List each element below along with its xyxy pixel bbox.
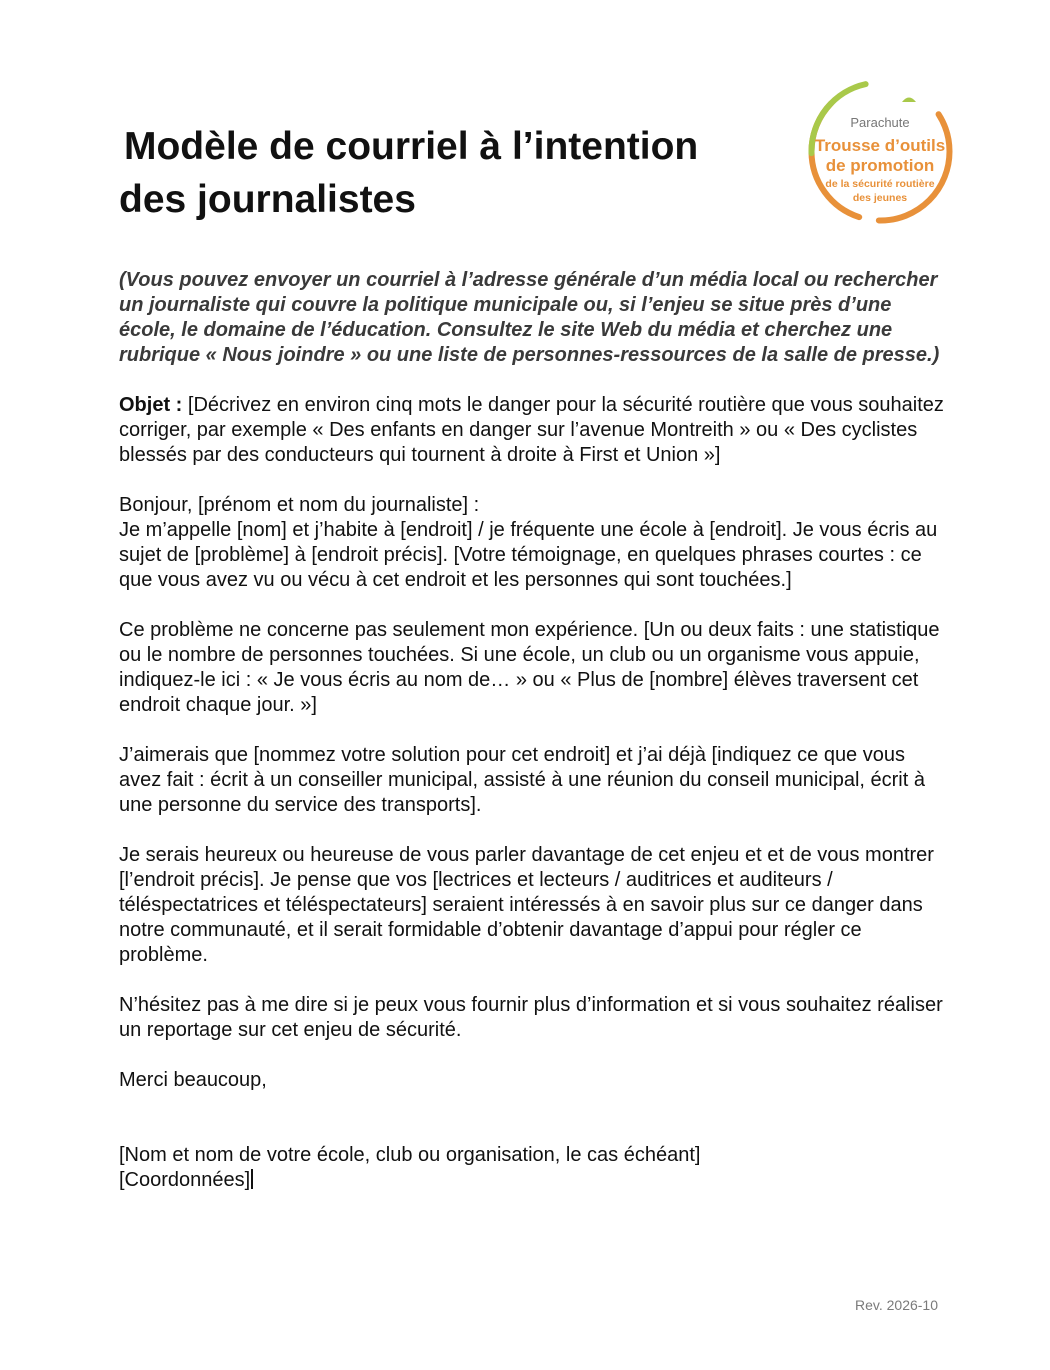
revision-label: Rev. 2026-10 <box>854 1297 938 1313</box>
text-cursor <box>251 1169 253 1189</box>
logo-line-4: des jeunes <box>852 192 908 204</box>
subject-label: Objet : <box>119 394 183 416</box>
parachute-icon <box>902 98 916 103</box>
signature-line-2 <box>119 1168 949 1193</box>
title-line-1: Modèle de courriel à l’intention <box>124 125 699 168</box>
paragraph-4: Je serais heureux ou heureuse de vous parler davantage de cet enjeu et et de vous montrer [l’endroit précis]. Je pense que vos [lectrices et lecteurs / auditrices et auditeurs / téléspectatrices et téléspectateurs] seraient intéressés à en savoir plus sur ce danger dans notre communauté, et il serait formidable d’obtenir davantage d’appui pour régler ce problème. <box>119 844 934 966</box>
paragraph-1: Je m’appelle [nom] et j’habite à [endroit] / je fréquente une école à [endroit]. Je vous écris au sujet de [problème] à [endroit précis]. [Votre témoignage, en quelques phrases courtes : ce que vous avez vu ou vécu à cet endroit et les personnes qui sont touchées.] <box>119 519 938 591</box>
logo-line-2: de promotion <box>825 156 935 175</box>
greeting: Bonjour, [prénom et nom du journaliste] : <box>119 494 480 516</box>
signature-contact: [Coordonnées] <box>119 1169 251 1191</box>
title-line-2: des journalistes <box>119 178 416 221</box>
email-body <box>119 268 949 1193</box>
paragraph-5: N’hésitez pas à me dire si je peux vous fournir plus d’information et si vous souhaitez réaliser un reportage sur cet enjeu de sécurité. <box>119 994 943 1041</box>
subject-text: [Décrivez en environ cinq mots le danger pour la sécurité routière que vous souhaitez corriger, par exemple « Des enfants en danger sur l’avenue Montreith » ou « Des cyclistes blessés par des conducteurs qui tournent à droite à First et Union »] <box>119 394 944 466</box>
paragraph-2: Ce problème ne concerne pas seulement mon expérience. [Un ou deux faits : une statistique ou le nombre de personnes touchées. Si une école, un club ou un organisme vous appuie, indiquez-le ici : « Je vous écris au nom de… » ou « Plus de [nombre] élèves traversent cet endroit chaque jour. »] <box>119 619 940 716</box>
logo-brand: Parachute <box>850 115 910 130</box>
paragraph-3: J’aimerais que [nommez votre solution pour cet endroit] et j’ai déjà [indiquez ce que vous avez fait : écrit à un conseiller municipal, assisté à une réunion du conseil municipal, écrit à une personne du service des transports]. <box>119 744 925 816</box>
parachute-logo <box>803 74 958 229</box>
subject-line <box>119 393 949 468</box>
intro-note: (Vous pouvez envoyer un courriel à l’adresse générale d’un média local ou rechercher un journaliste qui couvre la politique municipale ou, si l’enjeu se situe près d’une école, le domaine de l’éducation. Consultez le site Web du média et cherchez une rubrique « Nous joindre » ou une liste de personnes-ressources de la salle de presse.) <box>119 269 940 366</box>
logo-line-1: Trousse d’outils <box>814 136 946 155</box>
signature-line-1: [Nom et nom de votre école, club ou organisation, le cas échéant] <box>119 1144 701 1166</box>
page-title <box>119 120 779 226</box>
closing: Merci beaucoup, <box>119 1069 267 1091</box>
logo-line-3: de la sécurité routière <box>825 178 935 190</box>
